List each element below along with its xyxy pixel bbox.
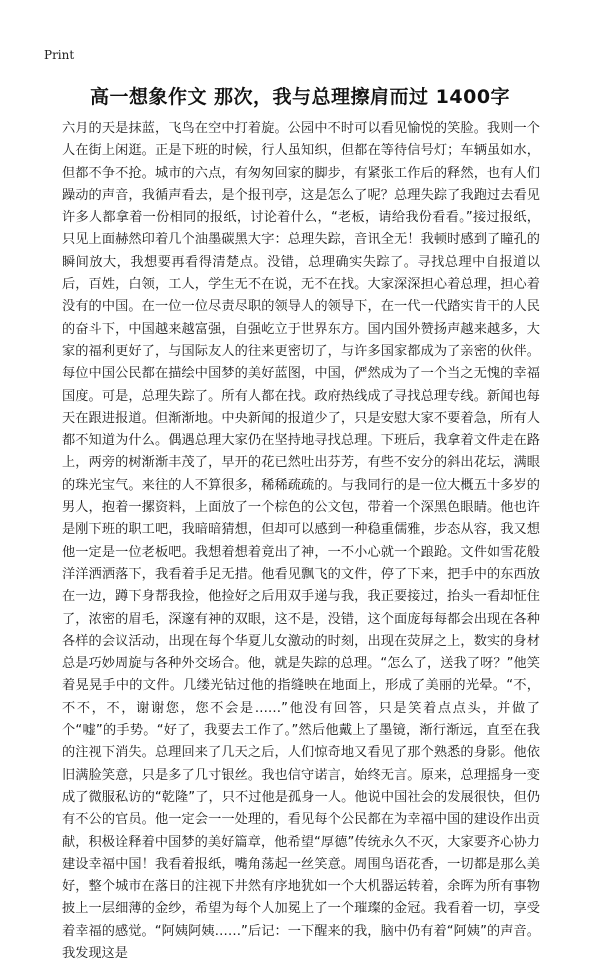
print-link[interactable]: Print	[44, 48, 75, 62]
article-title: 高一想象作文 那次，我与总理擦肩而过 1400字	[89, 86, 511, 108]
article-body	[62, 118, 540, 961]
article-paragraph: 六月的天是抹蓝，飞鸟在空中打着旋。公园中不时可以看见愉悦的笑脸。我则一个人在街上闲逛。正是下班的时候，行人虽知织，但都在等待信号灯；车辆虽如水，但都不争不抢。城市的六点，有匆匆回家的脚步，有紧张工作后的释然，也有人们躁动的声音，我循声看去，是个报刊亭，这是怎么了呢？总理失踪了我跑过去看见许多人都拿着一份相同的报纸，讨论着什么，“老板，请给我份看看。”接过报纸，只见上面赫然印着几个油墨碳黑大字：总理失踪，音讯全无！我顿时感到了瞳孔的瞬间放大，我想要再看得清楚点。没错，总理确实失踪了。寻找总理中自报道以后，百姓，白领，工人，学生无不在说，无不在找。大家深深担心着总理，担心着没有的中国。在一位一位尽责尽职的领导人的领导下，在一代一代踏实肯干的人民的奋斗下，中国越来越富强，自强屹立于世界东方。国内国外赞扬声越来越多，大家的福利更好了，与国际友人的往来更密切了，与许多国家都成为了亲密的伙伴。每位中国公民都在描绘中国梦的美好蓝图，中国，俨然成为了一个当之无愧的幸福国度。可是，总理失踪了。所有人都在找。政府热线成了寻找总理专线。新闻也每天在跟进报道。但渐渐地。中央新闻的报道少了，只是安慰大家不要着急，所有人都不知道为什么。偶遇总理大家仍在坚持地寻找总理。下班后，我拿着文件走在路上，两旁的树渐渐丰茂了，早开的花已然吐出芬芳，有些不安分的斜出花坛，满眼的珠光宝气。来往的人不算很多，稀稀疏疏的。与我同行的是一位大概五十多岁的男人，抱着一摞资料，上面放了一个棕色的公文包，带着一个深黑色眼睛。他也许是刚下班的职工吧，我暗暗猜想，但却可以感到一种稳重儒雅，步态从容，我又想他一定是一位老板吧。我想着想着竟出了神，一不小心就一个踉跄。文件如雪花般洋洋洒洒落下，我看着手足无措。他看见飘飞的文件，停了下来，把手中的东西放在一边，蹲下身帮我捡，他捡好之后用双手递与我，我正要接过，抬头一看却怔住了，浓密的眉毛，深邃有神的双眼，这不是，没错，这个面庞每每都会出现在各种各样的会议活动，出现在每个华夏儿女激动的时刻，出现在荧屏之上，数实的身材总是巧妙周旋与各种外交场合。他，就是失踪的总理。“怎么了，送我了呀？”他笑着晃晃手中的文件。几缕光钻过他的指缝映在地面上，形成了美丽的光晕。“不，不不，不，谢谢您，您不会是……”他没有回答，只是笑着点点头，并做了个“嘘”的手势。“好了，我要去工作了。”然后他戴上了墨镜，渐行渐远，直至在我的注视下消失。总理回来了几天之后，人们惊奇地又看见了那个熟悉的身影。他依旧满脸笑意，只是多了几寸银丝。我也信守诺言，始终无言。原来，总理摇身一变成了微服私访的“乾隆”了，只不过他是孤身一人。他说中国社会的发展很快，但仍有不公的官员。他一定会一一处理的，看见每个公民都在为幸福中国的建设作出贡献，积极诠释着中国梦的美好篇章，他希望“厚德”传统永久不灭，大家要齐心协力建设幸福中国！我看着报纸，嘴角荡起一丝笑意。周围鸟语花香，一切都是那么美好，整个城市在落日的注视下井然有序地犹如一个大机器运转着，余晖为所有事物披上一层细薄的金纱，希望为每个人加冕上了一个璀璨的金冠。我看着一切，享受着幸福的感觉。“阿姨阿姨……”后记：一下醒来的我，脑中仍有着“阿姨”的声音。我发现这是	[62, 121, 540, 961]
